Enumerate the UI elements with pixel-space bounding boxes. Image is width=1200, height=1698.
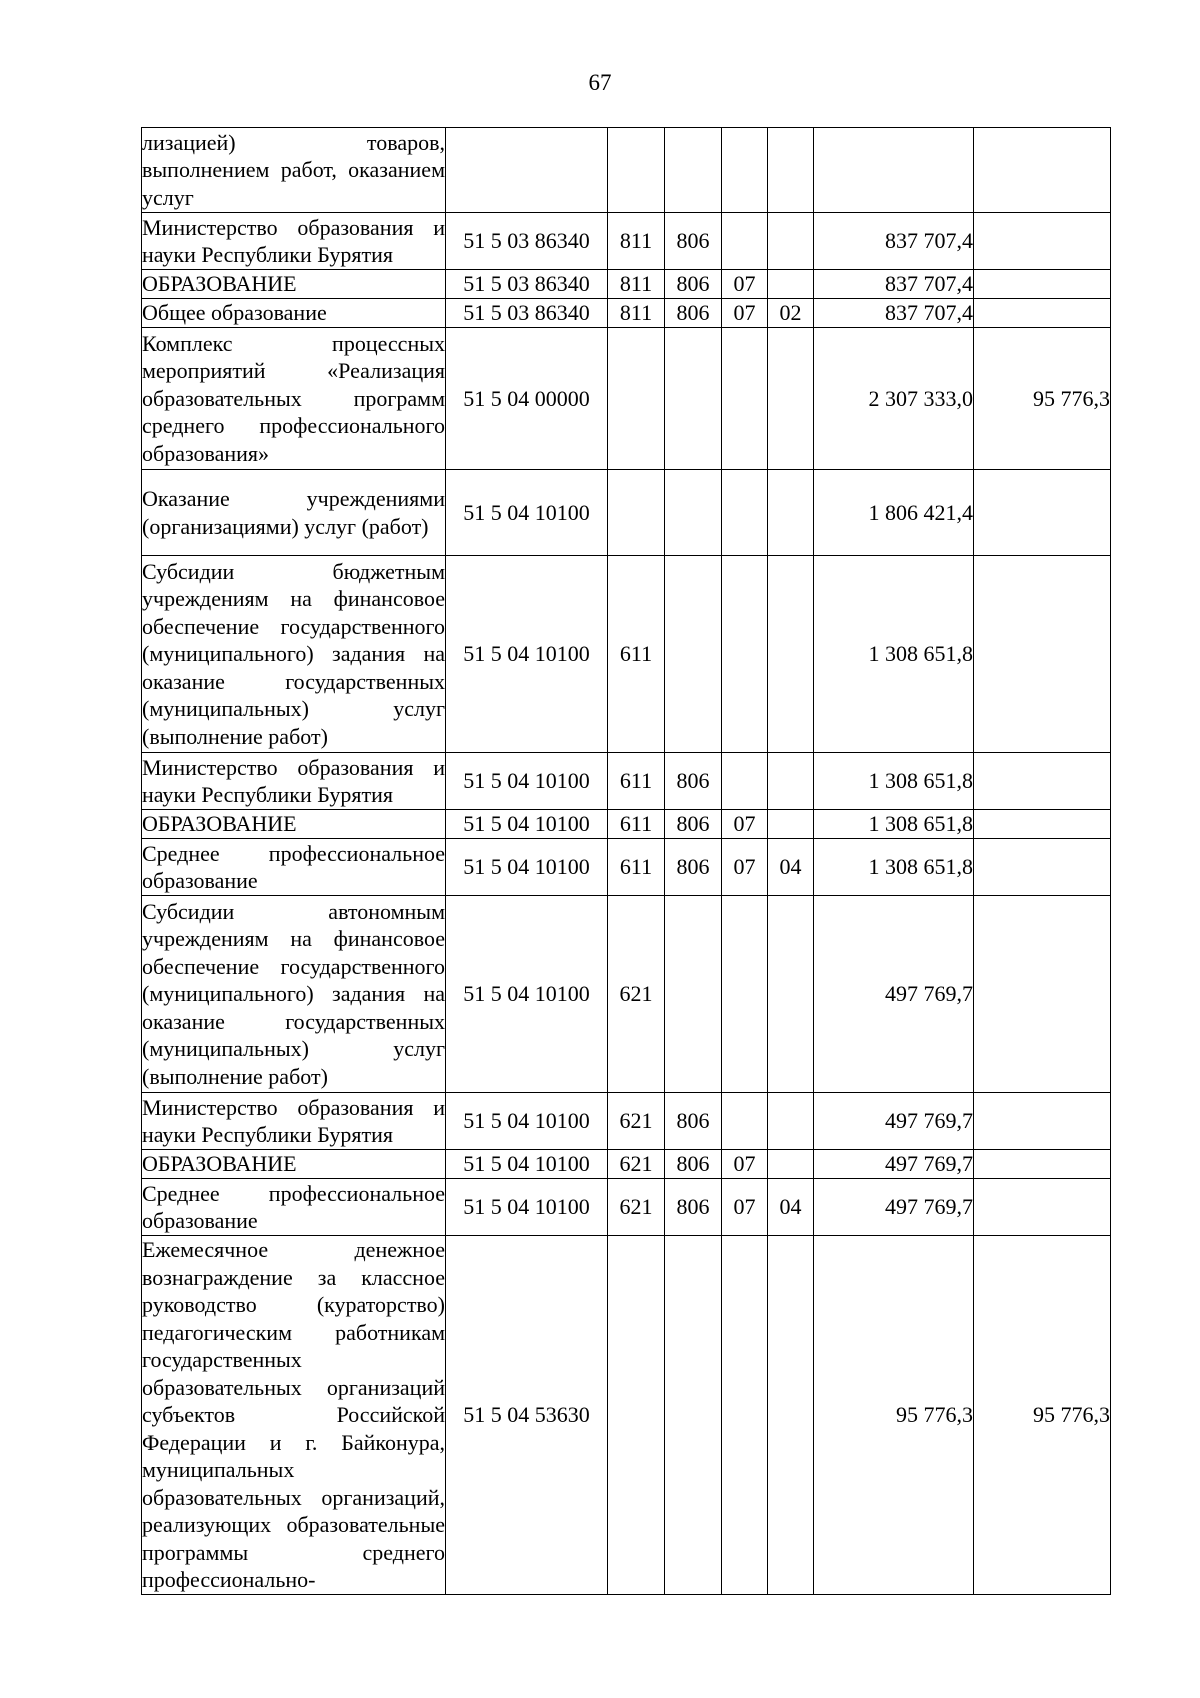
target-code-cell: 51 5 03 86340 <box>446 299 608 328</box>
subsection-cell <box>768 128 814 213</box>
subsection-cell <box>768 470 814 556</box>
table-row <box>142 1150 1111 1179</box>
subsection-cell <box>768 1093 814 1150</box>
table-row <box>142 896 1111 1093</box>
ministry-code-cell: 806 <box>665 213 722 270</box>
target-code-cell: 51 5 04 10100 <box>446 839 608 896</box>
table-row <box>142 1093 1111 1150</box>
ministry-code-cell <box>665 556 722 753</box>
subsection-cell: 02 <box>768 299 814 328</box>
federal-amount-cell: 95 776,3 <box>974 1236 1111 1595</box>
amount-cell: 497 769,7 <box>814 1093 974 1150</box>
table-row <box>142 753 1111 810</box>
expense-type-cell: 621 <box>608 1150 665 1179</box>
expense-type-cell: 621 <box>608 1093 665 1150</box>
ministry-code-cell: 806 <box>665 839 722 896</box>
name-cell: ОБРАЗОВАНИЕ <box>142 1150 446 1179</box>
page-number: 67 <box>588 70 612 95</box>
section-cell: 07 <box>722 270 768 299</box>
federal-amount-cell <box>974 839 1111 896</box>
ministry-code-cell <box>665 328 722 470</box>
amount-cell: 95 776,3 <box>814 1236 974 1595</box>
amount-cell: 497 769,7 <box>814 1150 974 1179</box>
target-code-cell: 51 5 04 53630 <box>446 1236 608 1595</box>
ministry-code-cell: 806 <box>665 1179 722 1236</box>
subsection-cell: 04 <box>768 839 814 896</box>
target-code-cell: 51 5 04 10100 <box>446 470 608 556</box>
table-row <box>142 1236 1111 1595</box>
target-code-cell: 51 5 04 10100 <box>446 753 608 810</box>
amount-cell: 837 707,4 <box>814 299 974 328</box>
name-cell: Общее образование <box>142 299 446 328</box>
subsection-cell <box>768 753 814 810</box>
target-code-cell <box>446 128 608 213</box>
ministry-code-cell: 806 <box>665 1093 722 1150</box>
table-row <box>142 328 1111 470</box>
name-cell: Министерство образования и науки Республики Бурятия <box>142 753 446 810</box>
federal-amount-cell <box>974 470 1111 556</box>
section-cell <box>722 328 768 470</box>
expense-type-cell <box>608 328 665 470</box>
subsection-cell <box>768 1236 814 1595</box>
expense-type-cell <box>608 128 665 213</box>
expense-type-cell: 811 <box>608 270 665 299</box>
name-cell: Оказание учреждениями (организациями) услуг (работ) <box>142 470 446 556</box>
section-cell: 07 <box>722 1179 768 1236</box>
subsection-cell <box>768 328 814 470</box>
expense-type-cell: 611 <box>608 556 665 753</box>
target-code-cell: 51 5 04 10100 <box>446 1150 608 1179</box>
federal-amount-cell <box>974 270 1111 299</box>
expense-type-cell: 611 <box>608 839 665 896</box>
subsection-cell <box>768 896 814 1093</box>
amount-cell: 2 307 333,0 <box>814 328 974 470</box>
target-code-cell: 51 5 04 10100 <box>446 810 608 839</box>
name-cell: Среднее профессиональное образование <box>142 1179 446 1236</box>
ministry-code-cell <box>665 1236 722 1595</box>
ministry-code-cell: 806 <box>665 299 722 328</box>
name-cell: лизацией) товаров, выполнением работ, оказанием услуг <box>142 128 446 213</box>
table-row <box>142 810 1111 839</box>
name-cell: ОБРАЗОВАНИЕ <box>142 270 446 299</box>
federal-amount-cell <box>974 810 1111 839</box>
amount-cell: 1 308 651,8 <box>814 556 974 753</box>
expense-type-cell <box>608 1236 665 1595</box>
name-cell: Субсидии бюджетным учреждениям на финансовое обеспечение государственного (муниципального) задания на оказание государственных (муниципальных) услуг (выполнение работ) <box>142 556 446 753</box>
section-cell <box>722 128 768 213</box>
table-row <box>142 839 1111 896</box>
name-cell: Министерство образования и науки Республики Бурятия <box>142 1093 446 1150</box>
section-cell: 07 <box>722 810 768 839</box>
section-cell <box>722 213 768 270</box>
federal-amount-cell <box>974 896 1111 1093</box>
ministry-code-cell <box>665 128 722 213</box>
name-cell: ОБРАЗОВАНИЕ <box>142 810 446 839</box>
subsection-cell <box>768 810 814 839</box>
federal-amount-cell <box>974 1179 1111 1236</box>
federal-amount-cell <box>974 213 1111 270</box>
expense-type-cell: 621 <box>608 1179 665 1236</box>
expense-type-cell: 811 <box>608 213 665 270</box>
name-cell: Среднее профессиональное образование <box>142 839 446 896</box>
expense-type-cell: 611 <box>608 810 665 839</box>
federal-amount-cell <box>974 299 1111 328</box>
ministry-code-cell <box>665 896 722 1093</box>
subsection-cell <box>768 270 814 299</box>
federal-amount-cell <box>974 753 1111 810</box>
target-code-cell: 51 5 04 10100 <box>446 896 608 1093</box>
section-cell: 07 <box>722 1150 768 1179</box>
subsection-cell <box>768 556 814 753</box>
table-row <box>142 1179 1111 1236</box>
amount-cell: 837 707,4 <box>814 213 974 270</box>
federal-amount-cell <box>974 1150 1111 1179</box>
target-code-cell: 51 5 03 86340 <box>446 213 608 270</box>
section-cell <box>722 753 768 810</box>
name-cell: Министерство образования и науки Республики Бурятия <box>142 213 446 270</box>
federal-amount-cell <box>974 1093 1111 1150</box>
ministry-code-cell: 806 <box>665 753 722 810</box>
name-cell: Субсидии автономным учреждениям на финансовое обеспечение государственного (муниципального) задания на оказание государственных (муниципальных) услуг (выполнение работ) <box>142 896 446 1093</box>
section-cell: 07 <box>722 839 768 896</box>
table-row <box>142 470 1111 556</box>
amount-cell: 1 308 651,8 <box>814 810 974 839</box>
ministry-code-cell: 806 <box>665 270 722 299</box>
amount-cell: 497 769,7 <box>814 1179 974 1236</box>
table-row <box>142 556 1111 753</box>
name-cell: Ежемесячное денежное вознаграждение за классное руководство (кураторство) педагогическим работникам государственных образовательных организаций субъектов Российской Федерации и г. Байконура, муниципальных образовательных организаций, реализующих образовательные программы среднего профессионально- <box>142 1237 445 1592</box>
section-cell <box>722 1236 768 1595</box>
amount-cell: 837 707,4 <box>814 270 974 299</box>
amount-cell: 497 769,7 <box>814 896 974 1093</box>
target-code-cell: 51 5 04 10100 <box>446 1093 608 1150</box>
amount-cell <box>814 128 974 213</box>
expense-type-cell: 811 <box>608 299 665 328</box>
section-cell: 07 <box>722 299 768 328</box>
table-row <box>142 213 1111 270</box>
table-row <box>142 270 1111 299</box>
amount-cell: 1 308 651,8 <box>814 839 974 896</box>
federal-amount-cell <box>974 128 1111 213</box>
subsection-cell: 04 <box>768 1179 814 1236</box>
ministry-code-cell: 806 <box>665 1150 722 1179</box>
federal-amount-cell: 95 776,3 <box>974 328 1111 470</box>
ministry-code-cell <box>665 470 722 556</box>
target-code-cell: 51 5 03 86340 <box>446 270 608 299</box>
expense-type-cell <box>608 470 665 556</box>
table-row <box>142 128 1111 213</box>
expense-type-cell: 621 <box>608 896 665 1093</box>
amount-cell: 1 308 651,8 <box>814 753 974 810</box>
section-cell <box>722 1093 768 1150</box>
subsection-cell <box>768 1150 814 1179</box>
amount-cell: 1 806 421,4 <box>814 470 974 556</box>
table-row <box>142 299 1111 328</box>
target-code-cell: 51 5 04 10100 <box>446 556 608 753</box>
ministry-code-cell: 806 <box>665 810 722 839</box>
section-cell <box>722 470 768 556</box>
expense-type-cell: 611 <box>608 753 665 810</box>
target-code-cell: 51 5 04 10100 <box>446 1179 608 1236</box>
federal-amount-cell <box>974 556 1111 753</box>
target-code-cell: 51 5 04 00000 <box>446 328 608 470</box>
subsection-cell <box>768 213 814 270</box>
name-cell: Комплекс процессных мероприятий «Реализация образовательных программ среднего профессионального образования» <box>142 328 446 470</box>
budget-table <box>141 127 1111 1595</box>
section-cell <box>722 556 768 753</box>
section-cell <box>722 896 768 1093</box>
